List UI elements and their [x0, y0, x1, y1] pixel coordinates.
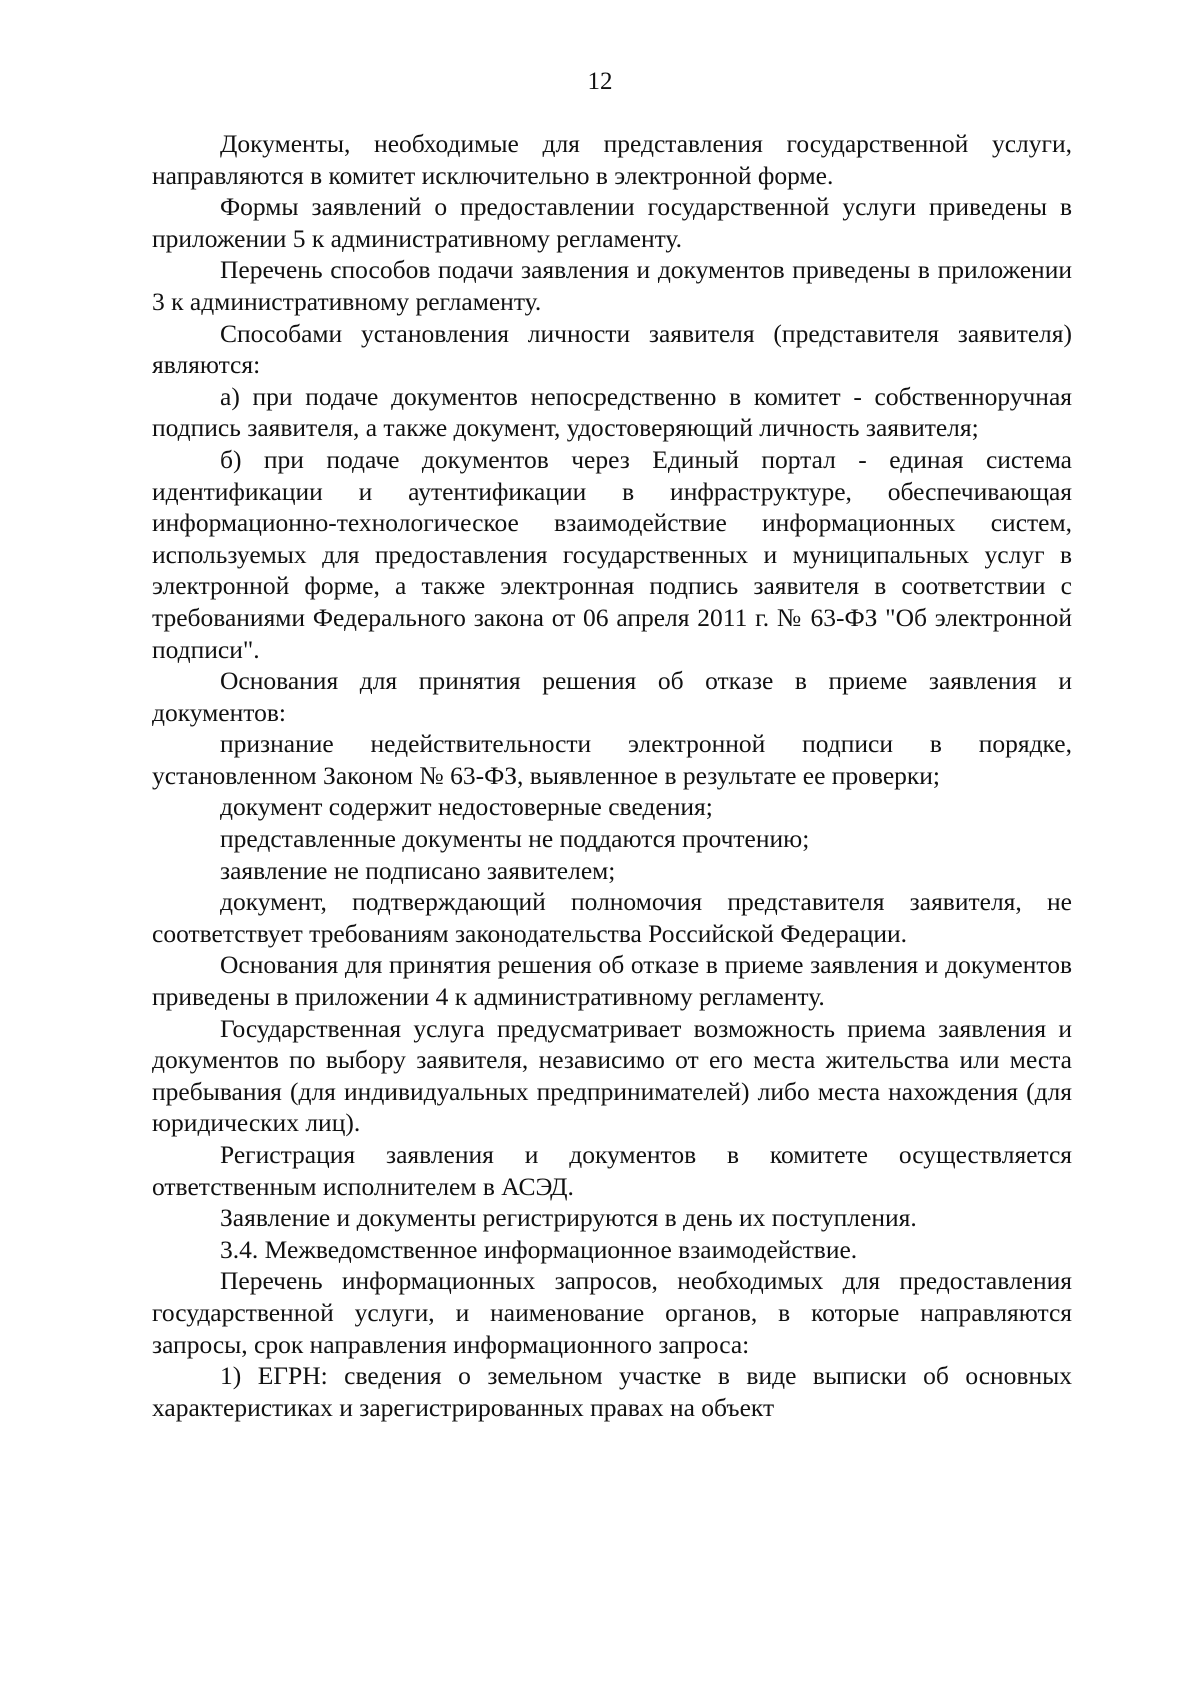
page-number: 12: [587, 68, 613, 95]
list-item-a: а) при подаче документов непосредственно в комитет - собственноручная подпись заявителя, а также документ, удостоверяющий личность заявителя;: [152, 381, 1072, 443]
list-item-egrn: 1) ЕГРН: сведения о земельном участке в виде выписки об основных характеристиках и зарегистрированных правах на объект: [152, 1361, 1072, 1422]
paragraph-refusal-appendix: Основания для принятия решения об отказе в приеме заявления и документов приведены в приложении 4 к административному регламенту.: [152, 950, 1072, 1012]
refusal-ground-unsigned: заявление не подписано заявителем;: [220, 855, 616, 885]
section-heading-3-4: 3.4. Межведомственное информационное взаимодействие.: [220, 1234, 858, 1264]
paragraph-registration-day: Заявление и документы регистрируются в день их поступления.: [220, 1203, 917, 1233]
refusal-ground-signature: признание недействительности электронной подписи в порядке, установленном Законом № 63-ФЗ, выявленное в результате ее проверки;: [152, 729, 1072, 790]
list-item-b: б) при подаче документов через Единый портал - единая система идентификации и аутентификации в инфраструктуре, обеспечивающая информационно-технологическое взаимодействие информационных систем, используемых для предоставления государственных и муниципальных услуг в электронной форме, а также электронная подпись заявителя в соответствии с требованиями Федерального закона от 06 апреля 2011 г. № 63-ФЗ "Об электронной подписи".: [152, 444, 1072, 664]
paragraph-extraterritorial: Государственная услуга предусматривает возможность приема заявления и документов по выбору заявителя, независимо от его места жительства или места пребывания (для индивидуальных предпринимателей) либо места нахождения (для юридических лиц).: [152, 1013, 1072, 1138]
refusal-ground-authority: документ, подтверждающий полномочия представителя заявителя, не соответствует требованиям законодательства Российской Федерации.: [152, 887, 1072, 948]
paragraph-documents-electronic: Документы, необходимые для представления государственной услуги, направляются в комитет исключительно в электронной форме.: [152, 129, 1072, 190]
paragraph-submission-methods: Перечень способов подачи заявления и документов приведены в приложении 3 к административному регламенту.: [152, 255, 1072, 316]
document-body: [152, 128, 1072, 1423]
paragraph-refusal-grounds: Основания для принятия решения об отказе в приеме заявления и документов:: [152, 666, 1072, 727]
paragraph-requests-list: Перечень информационных запросов, необходимых для предоставления государственной услуги, и наименование органов, в которые направляются запросы, срок направления информационного запроса:: [152, 1266, 1072, 1359]
paragraph-identity-methods: Способами установления личности заявителя (представителя заявителя) являются:: [152, 318, 1072, 380]
paragraph-application-forms: Формы заявлений о предоставлении государственной услуги приведены в приложении 5 к административному регламенту.: [152, 192, 1072, 253]
refusal-ground-unreadable: представленные документы не поддаются прочтению;: [220, 824, 810, 854]
paragraph-registration: Регистрация заявления и документов в комитете осуществляется ответственным исполнителем в АСЭД.: [152, 1140, 1072, 1201]
refusal-ground-false-info: документ содержит недостоверные сведения;: [220, 792, 713, 822]
